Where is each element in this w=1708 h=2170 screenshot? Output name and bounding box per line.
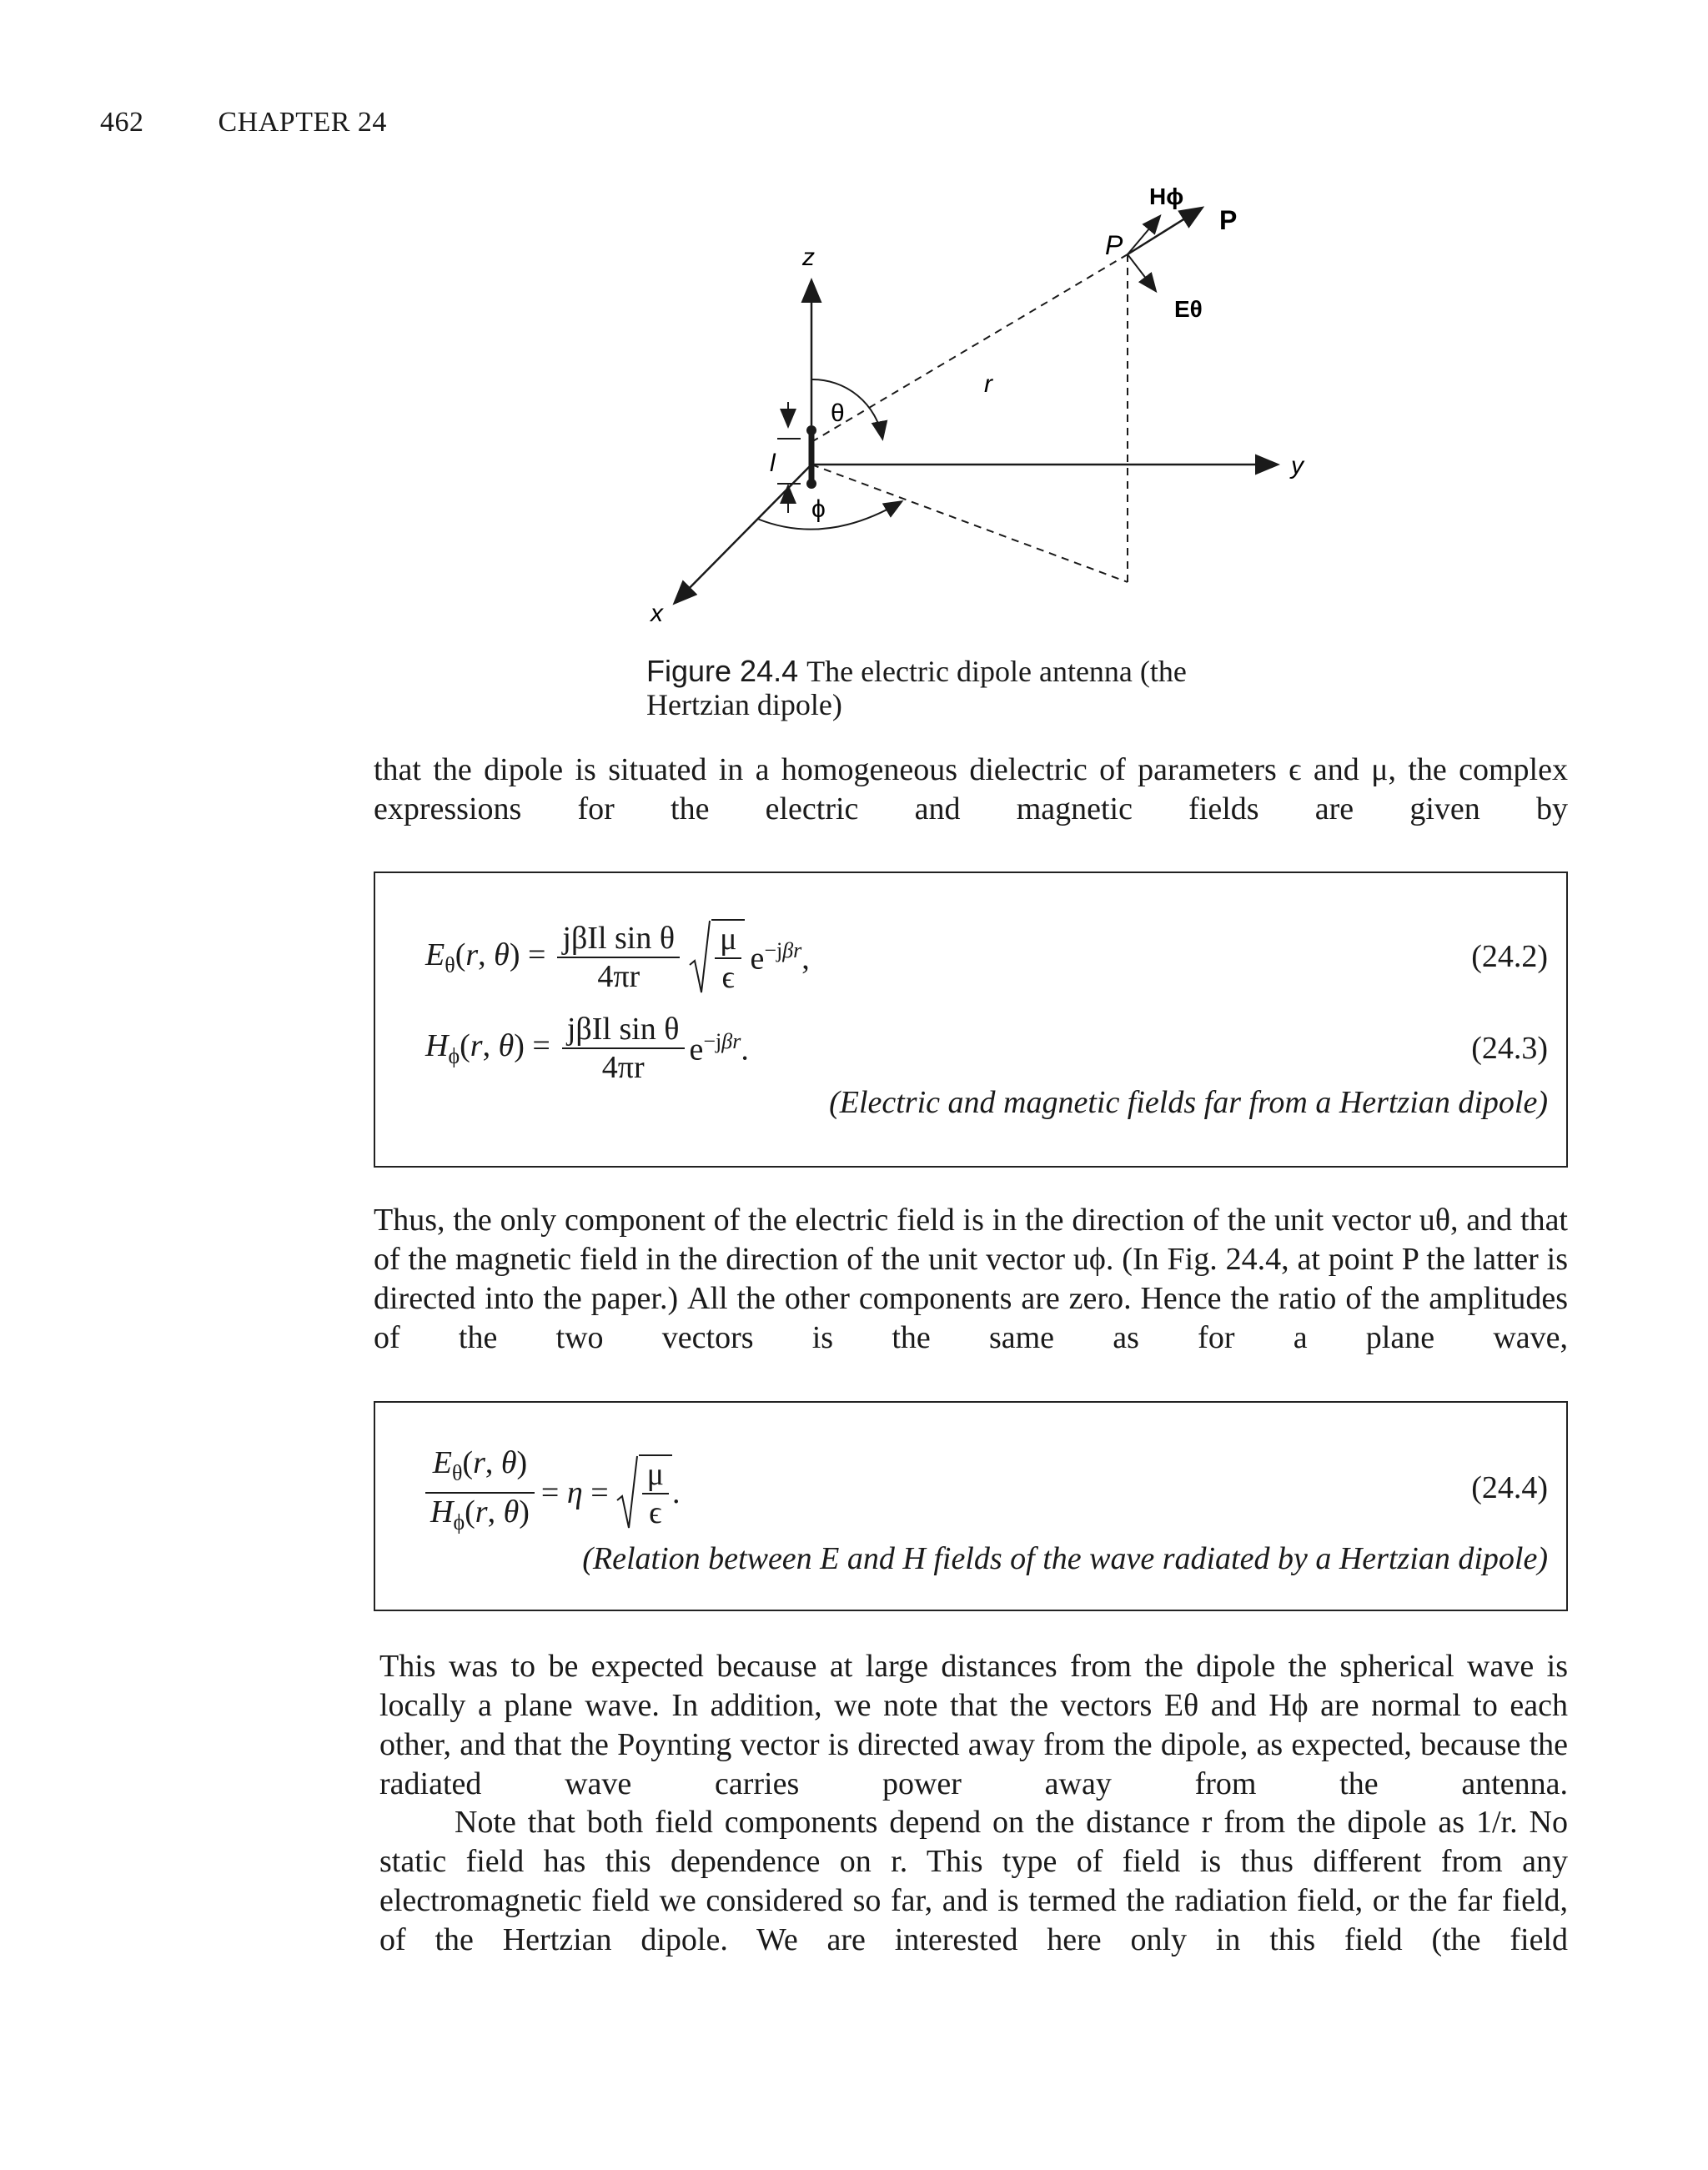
paragraph-2: Thus, the only component of the electric field is in the direction of the unit vector uθ, and that of the magnetic field in the direction of the unit vector uϕ. (In Fig. 24.4, at point P the latter is directed into the paper.) All the other components are zero. Hence the ratio of the amplitudes of the two vectors is the same as for a plane wave, [374, 1203, 1568, 1355]
eq1-numerator: jβIl sin θ [562, 921, 676, 956]
figure-caption [646, 655, 1280, 721]
eq3-numerator: $E_\theta(r$, θ) [432, 1445, 528, 1485]
label-z: z [802, 244, 815, 271]
equation-box-fields [374, 872, 1568, 1168]
eq3-denominator: $H_\phi(r$, θ) [430, 1494, 530, 1535]
eq3-sqrt-denominator: ϵ [649, 1494, 662, 1530]
chapter-title: CHAPTER 24 [218, 107, 387, 138]
equation-number-24-3: (24.3) [1471, 1031, 1548, 1066]
label-l: l [770, 450, 776, 477]
paragraph-4: Note that both field components depend on the distance r from the dipole as 1/r. No static field has this dependence on r. This type of field is thus different from any electromagnetic field we considered so far, and is termed the radiation field, or the far field, of the Hertzian dipole. We are interested here only in this field (the field [379, 1805, 1568, 1957]
eq2-numerator: jβIl sin θ [566, 1012, 680, 1047]
label-point-p: P [1105, 230, 1123, 260]
equation-number-24-4: (24.4) [1471, 1470, 1548, 1505]
x-axis [676, 465, 811, 602]
dipole-antenna-figure [617, 167, 1334, 634]
theta-arc [811, 379, 882, 438]
eq3-sqrt-numerator: μ [646, 1456, 665, 1492]
label-phi: ϕ [811, 495, 826, 523]
page-number: 462 [100, 107, 144, 138]
running-header [100, 107, 387, 138]
equation-box-note: (Electric and magnetic fields far from a Hertzian dipole) [829, 1085, 1548, 1120]
equation-24-3: $H_\phi(r$, θ) = $\frac{\text{jβIl sin θ}}{4\pi r}$ $e^{-j\beta r}$. [425, 1012, 749, 1085]
eq1-sqrt-denominator: ϵ [721, 960, 735, 995]
phi-arc [757, 502, 901, 530]
label-theta: θ [831, 399, 845, 427]
equation-24-4: $\frac{E_\theta(r, \theta)}{H_\phi(r, \theta)}$ = η = $\frac{\mu}{\epsilon}$ . [425, 1444, 681, 1540]
label-h-phi: Hϕ [1149, 183, 1184, 209]
equation-number-24-2: (24.2) [1471, 939, 1548, 974]
label-r: r [984, 370, 992, 398]
figure-number: Figure 24.4 [646, 654, 799, 688]
poynting-vector-arrow [1128, 208, 1201, 254]
paragraph-3: This was to be expected because at large distances from the dipole the spherical wave is locally a plane wave. In addition, we note that the vectors Eθ and Hϕ are normal to each other, and that the Poynting vector is directed away from the dipole, as expected, because the radiated wave carries power away from the antenna. [379, 1649, 1568, 1801]
label-poynting-p: P [1219, 205, 1238, 235]
r-line [811, 254, 1128, 442]
caption-text: The electric dipole antenna (the Hertzian dipole) [646, 655, 1187, 721]
paragraph-1: that the dipole is situated in a homogeneous dielectric of parameters ϵ and μ, the complex expressions for the electric and magnetic fields are given by [374, 752, 1568, 826]
label-y: y [1291, 452, 1304, 480]
eq3-tail: . [672, 1474, 681, 1510]
eq1-denominator: 4πr [597, 959, 640, 994]
label-e-theta: Eθ [1174, 296, 1203, 322]
label-x: x [651, 600, 663, 627]
eq1-sqrt-numerator: μ [720, 922, 737, 957]
eq2-denominator: 4πr [601, 1050, 645, 1085]
equation-24-2: $E_\theta(r$, θ) = $\frac{\text{jβIl sin θ}}{4\pi r}$ $\frac{\mu}{\epsilon}$ $e^{-j\beta r}$, [425, 921, 810, 995]
e-theta-arrow [1128, 254, 1155, 290]
equation-box-impedance [374, 1401, 1568, 1611]
h-phi-arrow [1128, 217, 1159, 254]
equation-box-2-note: (Relation between E and H fields of the wave radiated by a Hertzian dipole) [582, 1541, 1548, 1576]
